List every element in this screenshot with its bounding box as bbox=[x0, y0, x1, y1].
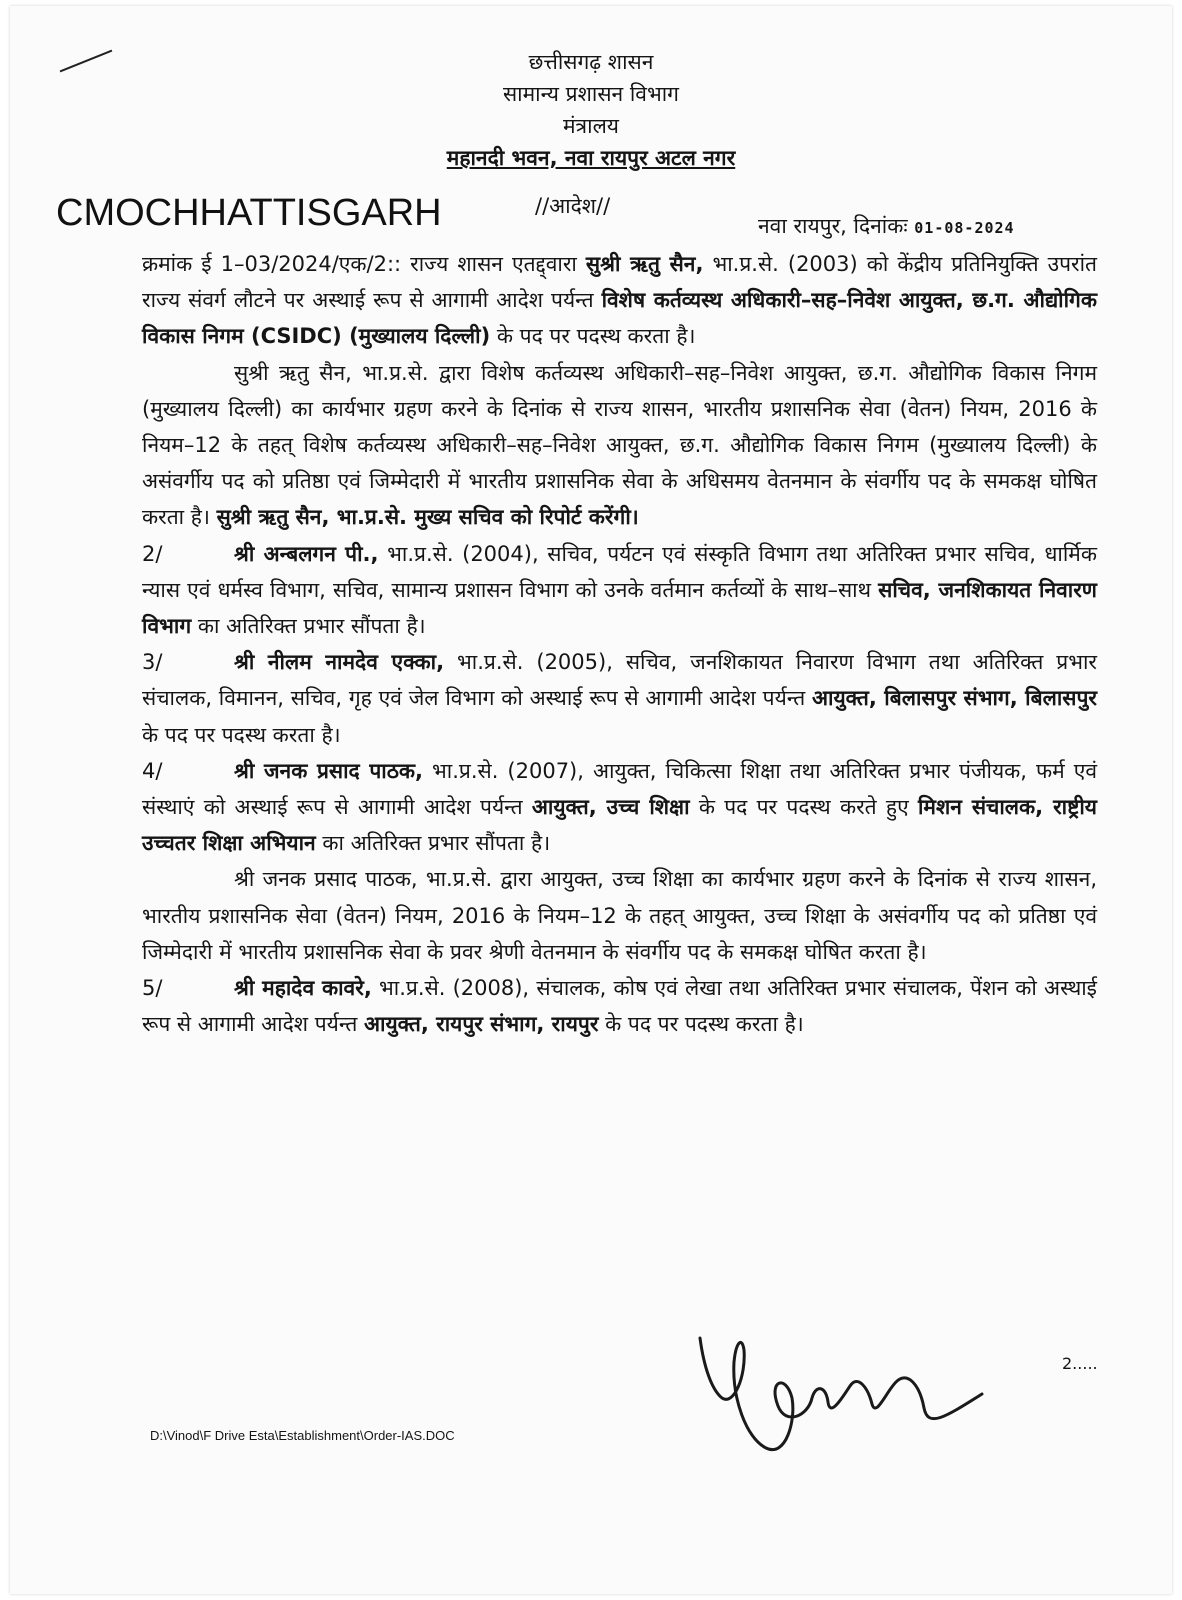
p4-text: के पद पर पदस्थ करता है। bbox=[142, 722, 341, 747]
header-department: सामान्य प्रशासन विभाग bbox=[502, 82, 680, 106]
p1-text: भा.प्र.से. (2003) को केंद्रीय प्रतिनियुक्ति उपरांत राज्य संवर्ग लौटने पर अस्थाई रूप से आगामी आदेश पर्यन्त bbox=[142, 252, 1097, 313]
header-address: महानदी भवन, नवा रायपुर अटल नगर bbox=[446, 146, 736, 170]
watermark-text: CMOCHHATTISGARH bbox=[56, 192, 442, 234]
file-path-footer: D:\Vinod\F Drive Esta\Establishment\Order-IAS.DOC bbox=[150, 1428, 455, 1443]
p5-text: का अतिरिक्त प्रभार सौंपता है। bbox=[315, 831, 551, 856]
p7-text: भा.प्र.से. (2008), संचालक, कोष एवं लेखा तथा अतिरिक्त प्रभार संचालक, पेंशन को अस्थाई रूप से आगामी आदेश पर्यन्त bbox=[142, 976, 1097, 1037]
next-page-indicator: 2..... bbox=[1062, 1354, 1098, 1373]
p7-text: के पद पर पदस्थ करता है। bbox=[598, 1012, 804, 1037]
p7-post: आयुक्त, रायपुर संभाग, रायपुर bbox=[363, 1012, 599, 1037]
p2-reporting: सुश्री ऋतु सैन, भा.प्र.से. मुख्य सचिव को रिपोर्ट करेंगी। bbox=[216, 505, 639, 530]
p3-name: श्री अन्बलगन पी., bbox=[234, 541, 379, 566]
paragraph-7 bbox=[142, 970, 1097, 1042]
header-ministry: मंत्रालय bbox=[562, 114, 619, 138]
paragraph-3 bbox=[142, 536, 1097, 645]
item-number: 4/ bbox=[142, 758, 163, 783]
p5-post: आयुक्त, उच्च शिक्षा bbox=[531, 795, 690, 820]
p3-text: भा.प्र.से. (2004), सचिव, पर्यटन एवं संस्कृति विभाग तथा अतिरिक्त प्रभार सचिव, धार्मिक न्यास एवं धर्मस्व विभाग, सचिव, सामान्य प्रशासन विभाग को उनके वर्तमान कर्तव्यों के साथ–साथ bbox=[142, 541, 1097, 602]
p1-text: क्रमांक ई 1–03/2024/एक/2:: राज्य शासन एतद्द्वारा bbox=[142, 252, 586, 276]
paragraph-2 bbox=[142, 355, 1097, 536]
date-label: नवा रायपुर, दिनांकः bbox=[758, 214, 908, 238]
date-value: 01-08-2024 bbox=[914, 219, 1015, 237]
p3-post: सचिव, जनशिकायत निवारण विभाग bbox=[142, 577, 1097, 639]
p1-name: सुश्री ऋतु सैन, bbox=[585, 252, 704, 276]
signature bbox=[682, 1328, 992, 1478]
paragraph-5 bbox=[142, 753, 1097, 862]
date-line bbox=[758, 212, 1015, 240]
item-number: 5/ bbox=[142, 976, 163, 1001]
p3-text: का अतिरिक्त प्रभार सौंपता है। bbox=[191, 614, 426, 639]
order-title: //आदेश// bbox=[535, 194, 611, 218]
paragraph-6 bbox=[142, 861, 1097, 970]
p7-name: श्री महादेव कावरे, bbox=[234, 976, 372, 1001]
item-number: 2/ bbox=[142, 541, 163, 566]
p5-text: भा.प्र.से. (2007), आयुक्त, चिकित्सा शिक्षा तथा अतिरिक्त प्रभार पंजीयक, फर्म एवं संस्थाएं को अस्थाई रूप से आगामी आदेश पर्यन्त bbox=[142, 758, 1098, 820]
item-number: 3/ bbox=[142, 650, 163, 675]
p5-text: के पद पर पदस्थ करते हुए bbox=[689, 795, 918, 820]
p6-text: श्री जनक प्रसाद पाठक, भा.प्र.से. द्वारा आयुक्त, उच्च शिक्षा का कार्यभार ग्रहण करने के दिनांक से राज्य शासन, भारतीय प्रशासनिक सेवा (वेतन) नियम, 2016 के नियम–12 के तहत् आयुक्त, उच्च शिक्षा के असंवर्गीय पद को प्रतिष्ठा एवं जिम्मेदारी में भारतीय प्रशासनिक सेवा के प्रवर श्रेणी वेतनमान के संवर्गीय पद के समकक्ष घोषित करता है। bbox=[142, 867, 1097, 964]
p1-text: के पद पर पदस्थ करता है। bbox=[490, 324, 696, 349]
p4-name: श्री नीलम नामदेव एक्का, bbox=[234, 650, 445, 675]
p4-text: भा.प्र.से. (2005), सचिव, जनशिकायत निवारण विभाग तथा अतिरिक्त प्रभार संचालक, विमानन, सचिव, गृह एवं जेल विभाग को अस्थाई रूप से आगामी आदेश पर्यन्त bbox=[142, 650, 1097, 711]
p5-name: श्री जनक प्रसाद पाठक, bbox=[234, 758, 424, 783]
p1-post: विशेष कर्तव्यस्थ अधिकारी–सह–निवेश आयुक्त, छ.ग. औद्योगिक विकास निगम (CSIDC) (मुख्यालय दिल्ली) bbox=[142, 288, 1097, 349]
paragraph-4 bbox=[142, 644, 1097, 753]
order-body bbox=[142, 246, 1097, 1042]
p5-additional-post: मिशन संचालक, राष्ट्रीय उच्चतर शिक्षा अभियान bbox=[142, 795, 1097, 856]
paragraph-1 bbox=[142, 246, 1097, 355]
p2-text: सुश्री ऋतु सैन, भा.प्र.से. द्वारा विशेष कर्तव्यस्थ अधिकारी–सह–निवेश आयुक्त, छ.ग. औद्योगिक विकास निगम (मुख्यालय दिल्ली) का कार्यभार ग्रहण करने के दिनांक से राज्य शासन, भारतीय प्रशासनिक सेवा (वेतन) नियम, 2016 के नियम–12 के तहत् विशेष कर्तव्यस्थ अधिकारी–सह–निवेश आयुक्त, छ.ग. औद्योगिक विकास निगम (मुख्यालय दिल्ली) के असंवर्गीय पद को प्रतिष्ठा एवं जिम्मेदारी में भारतीय प्रशासनिक सेवा के अधिसमय वेतनमान के संवर्गीय पद के समकक्ष घोषित करता है। bbox=[142, 360, 1097, 530]
header-government: छत्तीसगढ़ शासन bbox=[528, 50, 654, 74]
p4-post: आयुक्त, बिलासपुर संभाग, बिलासपुर bbox=[812, 686, 1097, 711]
document-sheet bbox=[10, 6, 1172, 1594]
